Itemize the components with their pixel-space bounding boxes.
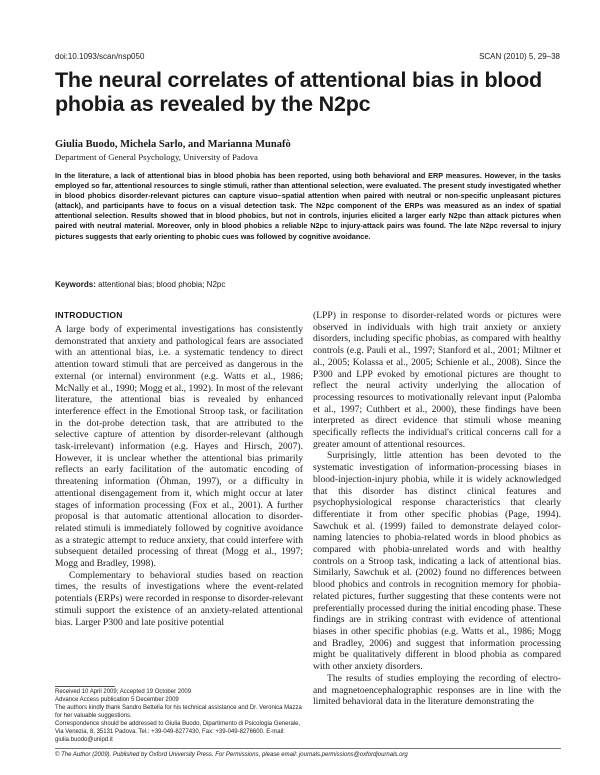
paragraph: The results of studies employing the recording of electro- and magnetoencephalographic responses are in line with the limited behavioral data in the literature demonstrating the bbox=[313, 672, 561, 708]
footnote-advance-access: Advance Access publication 5 December 2009 bbox=[55, 697, 179, 703]
abstract: In the literature, a lack of attentional bias in blood phobia has been reported, using both behavioral and ERP measures. However, in the tasks employed so far, attentional resources to single stimuli, rather than attentional selection, were evaluated. The present study investigated whether in blood phobics disorder-relevant pictures can capture visuo–spatial attention when paired with neutral or non-specific unpleasant pictures (attack), and participants have to focus on a visual detection task. The N2pc component of the ERPs was measured as an index of spatial attentional selection. Results showed that in blood phobics, but not in controls, injuries elicited a larger early N2pc than attack pictures when paired with neutral material. Moreover, only in blood phobics a reliable N2pc to injury-attack pairs was found. The late N2pc reversal to injury pictures suggests that early orienting to phobic cues was followed by cognitive avoidance. bbox=[55, 171, 561, 241]
left-column bbox=[55, 310, 303, 628]
article-title: The neural correlates of attentional bias in blood phobia as revealed by the N2pc bbox=[55, 68, 542, 116]
bottom-divider bbox=[55, 748, 561, 749]
right-column bbox=[313, 310, 561, 708]
journal-citation: SCAN (2010) 5, 29–38 bbox=[479, 52, 560, 61]
footnotes bbox=[55, 688, 303, 744]
section-heading-introduction: INTRODUCTION bbox=[55, 310, 123, 320]
affiliation: Department of General Psychology, University of Padova bbox=[55, 152, 258, 162]
copyright-notice: © The Author (2009). Published by Oxford University Press. For Permissions, please email: journals.permissions@oxfordjournals.org bbox=[55, 752, 408, 758]
paragraph: Surprisingly, little attention has been devoted to the systematic investigation of information-processing biases in blood-injection-injury phobia, while it is widely acknowledged that this disorder has distinct clinical features and psychophysiological response characteristics that clearly differentiate it from other specific phobias (Page, 1994). Sawchuk et al. (1999) failed to demonstrate delayed color-naming latencies to phobia-related words in blood phobics as compared with phobia-unrelated words and with healthy controls on a Stroop task, indicating a lack of attentional bias. Similarly, Sawchuk et al. (2002) found no differences between blood phobics and controls in recognition memory for phobia-related pictures, further suggesting that these contents were not preferentially processed during the initial encoding phase. These findings are in striking contrast with evidence of attentional biases in other specific phobias (e.g. Watts et al., 1986; Mogg and Bradley, 2006) and suggest that information processing might be qualitatively different in blood phobia as compared with other anxiety disorders. bbox=[313, 450, 561, 673]
author-list: Giulia Buodo, Michela Sarlo, and Marianna Munafò bbox=[55, 139, 291, 150]
paragraph: Complementary to behavioral studies based on reaction times, the results of investigations where the event-related potentials (ERPs) were recorded in response to disorder-relevant stimuli support the existence of an anxiety-related attentional bias. Larger P300 and late positive potential bbox=[55, 569, 303, 628]
footnote-divider bbox=[55, 686, 115, 687]
doi-header[interactable]: doi:10.1093/scan/nsp050 bbox=[55, 52, 145, 61]
introduction-body-right bbox=[313, 310, 561, 708]
footnote-acknowledgment: The authors kindly thank Sandro Bettella for his technical assistance and Dr. Veronica Mazza for her valuable suggestions. bbox=[55, 705, 302, 719]
keywords bbox=[55, 280, 225, 289]
keywords-label: Keywords: bbox=[55, 280, 96, 289]
paragraph: A large body of experimental investigations has consistently demonstrated that anxiety and pathological fears are associated with an attentional bias, i.e. a systematic tendency to direct attention toward stimuli that are perceived as dangerous in the external (or internal) environment (e.g. Watts et al., 1986; McNally et al., 1990; Mogg et al., 1992). In most of the relevant literature, the attentional bias is revealed by enhanced interference effect in the Emotional Stroop task, or facilitation in the dot-probe detection task, that are attributed to the selective capture of attention by disorder-relevant (although task-irrelevant) information (e.g. Hayes and Hirsch, 2007). However, it is unclear whether the attentional bias primarily reflects an early facilitation of the automatic encoding of threatening information (Öhman, 1997), or a difficulty in attentional disengagement from it, which might occur at later stages of information processing (Fox et al., 2001). A further proposal is that automatic attentional allocation to disorder-related stimuli is immediately followed by cognitive avoidance as a strategic attempt to reduce anxiety, that could interfere with subsequent detailed processing of threat (Mogg et al., 1997; Mogg and Bradley, 1998). bbox=[55, 324, 303, 570]
footnote-received: Received 10 April 2009; Accepted 19 October 2009 bbox=[55, 689, 192, 695]
footnote-correspondence: Correspondence should be addressed to Giulia Buodo, Dipartimento di Psicologia Generale, Via Venezia, 8, 35131 Padova. Tel.: +39-049-8277430, Fax: +39-049-8276600. E-mail: giulia.buodo@unipd.it bbox=[55, 721, 301, 743]
keywords-text: attentional bias; blood phobia; N2pc bbox=[98, 280, 226, 289]
introduction-body-left bbox=[55, 324, 303, 628]
paragraph: (LPP) in response to disorder-related words or pictures were observed in individuals with high trait anxiety or anxiety disorders, including specific phobias, as compared with healthy controls (e.g. Pauli et al., 1997; Stanford et al., 2001; Miltner et al., 2005; Kolassa et al., 2005; Schienle et al., 2008). Since the P300 and LPP evoked by emotional pictures are thought to reflect the neural activity underlying the allocation of processing resources to motivationally relevant input (Palomba et al., 1997; Cuthbert et al., 2000), these findings have been interpreted as direct evidence that stimuli whose meaning specifically reflects the individual's critical concerns call for a greater amount of attentional resources. bbox=[313, 310, 561, 450]
